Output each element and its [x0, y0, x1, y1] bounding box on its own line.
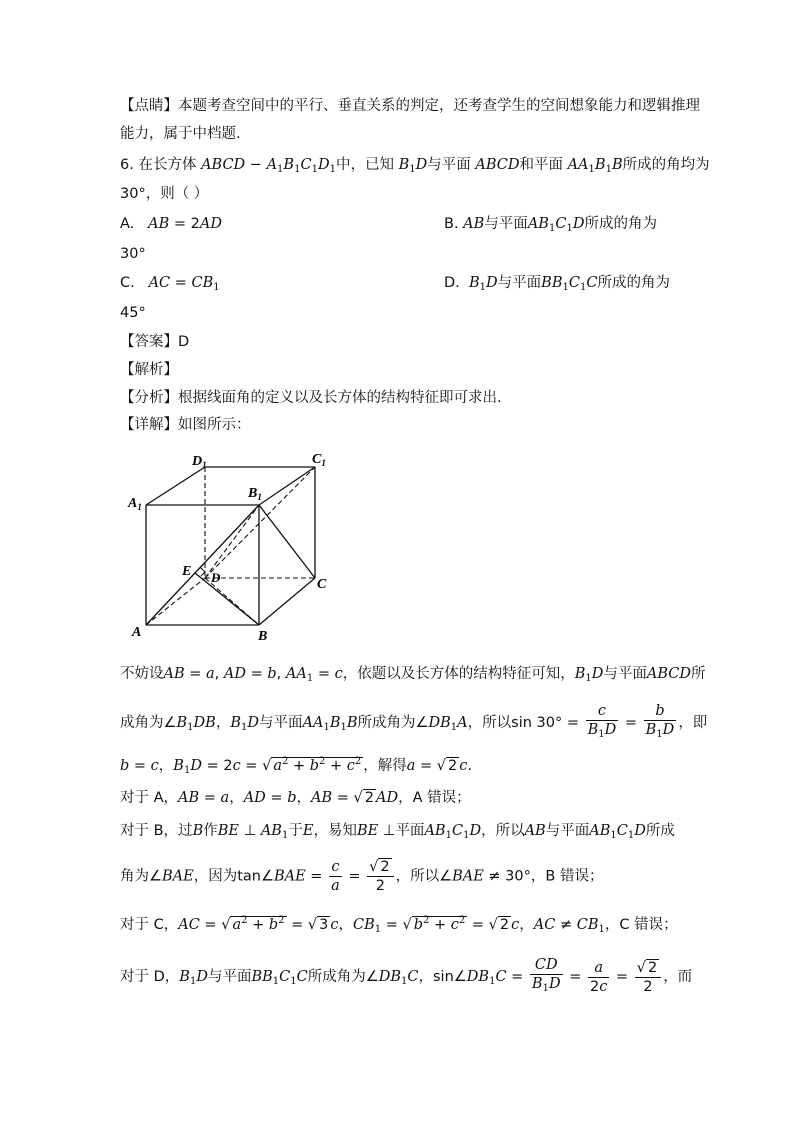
label-d1: $D_1$ — [192, 454, 207, 470]
solution-line-1: 不妨设AB = a, AD = b, $AA_1 = c$，依题以及长方体的结构特征可知，$B_1D$与平面ABCD所 — [120, 666, 706, 684]
option-d: D. $B_1D$与平面$BB_1C_1C$所成的角为 — [444, 275, 670, 293]
cuboid-figure — [120, 445, 340, 645]
label-c: C — [317, 577, 327, 592]
label-c1: $C_1$ — [312, 452, 326, 468]
solution-line-6: 角为∠BAE，因为tan∠BAE = $\frac{c}{a}$ = $\frac{√ 2}{2}$ ，所以∠BAE ≠ 30°，B 错误； — [120, 859, 604, 894]
solution-line-2: 成角为$\angle B_1DB$，$B_1D$与平面$AA_1B_1B$所成角为$\angle DB_1A$，所以sin 30° = $\frac{c}{B_1D}$ = $\frac{b}{B_1D}$ ，即 — [120, 703, 708, 740]
solution-line-4: 对于 A，AB = a，AD = b，AB = √ 2 AD，A 错误； — [120, 790, 471, 806]
label-b1: $B_1$ — [248, 486, 262, 502]
fenxi-line: 【分析】根据线面角的定义以及长方体的结构特征即可求出. — [120, 390, 502, 406]
diag-a-b1 — [146, 505, 259, 625]
hidden-b1-d — [205, 505, 259, 578]
edge-b1-c1 — [259, 467, 315, 505]
solution-line-5: 对于 B，过B作BE ⊥ $AB_1$于E，易知BE ⊥平面$AB_1C_1D$，所以AB与平面$AB_1C_1D$所成 — [120, 823, 675, 841]
label-b: B — [258, 629, 268, 644]
note-line-2: 能力，属于中档题. — [120, 126, 241, 142]
label-a1: $A_1$ — [128, 496, 142, 512]
right-angle-mark — [200, 567, 205, 576]
note-line-1: 【点睛】本题考查空间中的平行、垂直关系的判定，还考查学生的空间想象能力和逻辑推理 — [120, 98, 700, 114]
label-a: A — [132, 625, 142, 640]
hidden-d-b — [205, 578, 259, 625]
note-label: 【点睛】 — [120, 98, 178, 114]
option-a: A. AB = 2AD — [120, 216, 222, 232]
question-stem-line-1: 6. 在长方体 ABCD − $A_1B_1C_1D_1$中，已知 $B_1D$与平面 ABCD和平面 $AA_1B_1B$所成的角均为 — [120, 157, 710, 175]
analysis-label: 【解析】 — [120, 362, 178, 378]
option-b-continued: 30° — [120, 246, 146, 262]
xiangjie-line: 【详解】如图所示： — [120, 417, 251, 433]
edge-b-c — [259, 578, 315, 625]
edge-a1-d1 — [146, 467, 205, 505]
question-stem-line-2: 30°，则（ ） — [120, 186, 209, 202]
diag-b1-c — [259, 505, 315, 578]
option-d-continued: 45° — [120, 305, 146, 321]
answer-line: 【答案】D — [120, 334, 190, 350]
option-c: C. AC = $CB_1$ — [120, 275, 220, 293]
hidden-edge-a-d — [146, 578, 205, 625]
label-d: D — [211, 570, 221, 585]
solution-line-7: 对于 C，AC = √ $a^2 + b^2$ = √ 3 c，$CB_1$ = √ $b^2 + c^2$ = √ 2 c，AC ≠ $CB_1$，C 错误； — [120, 915, 678, 935]
option-b: B. AB与平面$AB_1C_1D$所成的角为 — [444, 216, 657, 234]
hidden-d-c1 — [205, 467, 315, 578]
solution-line-8: 对于 D，$B_1D$与平面$BB_1C_1C$所成角为$\angle DB_1C$，$\sin\angle DB_1C$ = $\frac{CD}{B_1D}$ = $\frac{a}{2c}$ = $\frac{√ 2}{2}$ ，而 — [120, 957, 693, 995]
label-e: E — [182, 564, 192, 579]
solution-line-3: b = c，$B_1D = 2c$ = √ $a^2 + b^2 + c^2$ ，解得a = √ 2 c. — [120, 756, 473, 776]
